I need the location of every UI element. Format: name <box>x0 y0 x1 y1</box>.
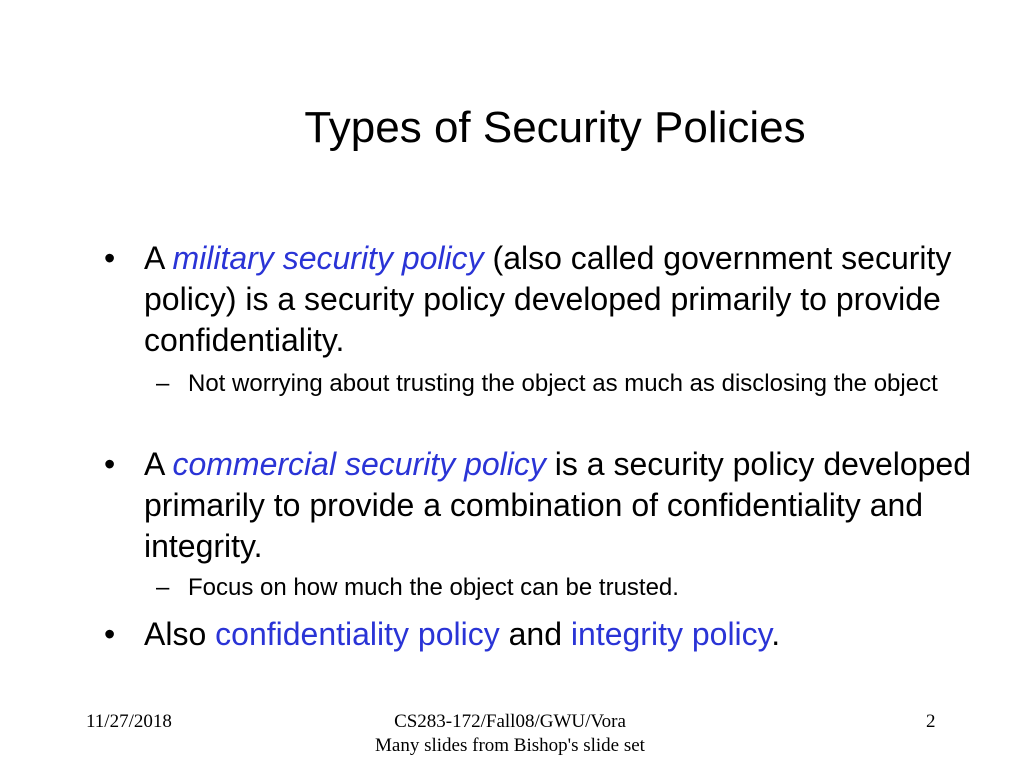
bullet-prefix: A <box>144 240 173 276</box>
bullet-end: . <box>771 616 781 652</box>
term-commercial-security-policy: commercial security policy <box>172 446 546 482</box>
term-military-security-policy: military security policy <box>172 240 484 276</box>
bullet-marker: • <box>104 616 116 652</box>
bullet-marker: • <box>104 446 116 482</box>
bullet-text <box>144 238 984 361</box>
bullet-prefix: A <box>144 446 173 482</box>
term-confidentiality-policy: confidentiality policy <box>215 616 500 652</box>
bullet-text <box>144 614 984 655</box>
dash-marker: – <box>156 574 170 601</box>
bullet-marker: • <box>104 240 116 276</box>
term-integrity-policy: integrity policy <box>570 616 772 652</box>
sub-bullet-disclosing <box>156 368 976 400</box>
bullet-rest: is a security policy developed primarily to provide a combination of confidentiality and integrity. <box>144 446 971 564</box>
bullet-commercial-policy <box>104 444 984 567</box>
bullet-rest: (also called government security policy) is a security policy developed primarily to provide confidentiality. <box>144 240 952 358</box>
footer-course-line2: Many slides from Bishop's slide set <box>375 735 645 756</box>
sub-bullet-text: Not worrying about trusting the object as much as disclosing the object <box>188 370 938 397</box>
dash-marker: – <box>156 370 170 397</box>
footer-course-line1: CS283-172/Fall08/GWU/Vora <box>394 711 626 732</box>
slide-title: Types of Security Policies <box>304 103 806 152</box>
sub-bullet-trust <box>156 572 976 604</box>
bullet-text <box>144 444 984 567</box>
bullet-also-policies <box>104 614 984 655</box>
bullet-middle: and <box>499 616 571 652</box>
footer-page-number: 2 <box>926 711 936 732</box>
bullet-prefix: Also <box>144 616 216 652</box>
sub-bullet-text: Focus on how much the object can be trusted. <box>188 574 679 601</box>
footer-course <box>300 710 720 758</box>
footer-date: 11/27/2018 <box>86 711 172 732</box>
bullet-military-policy <box>104 238 984 361</box>
